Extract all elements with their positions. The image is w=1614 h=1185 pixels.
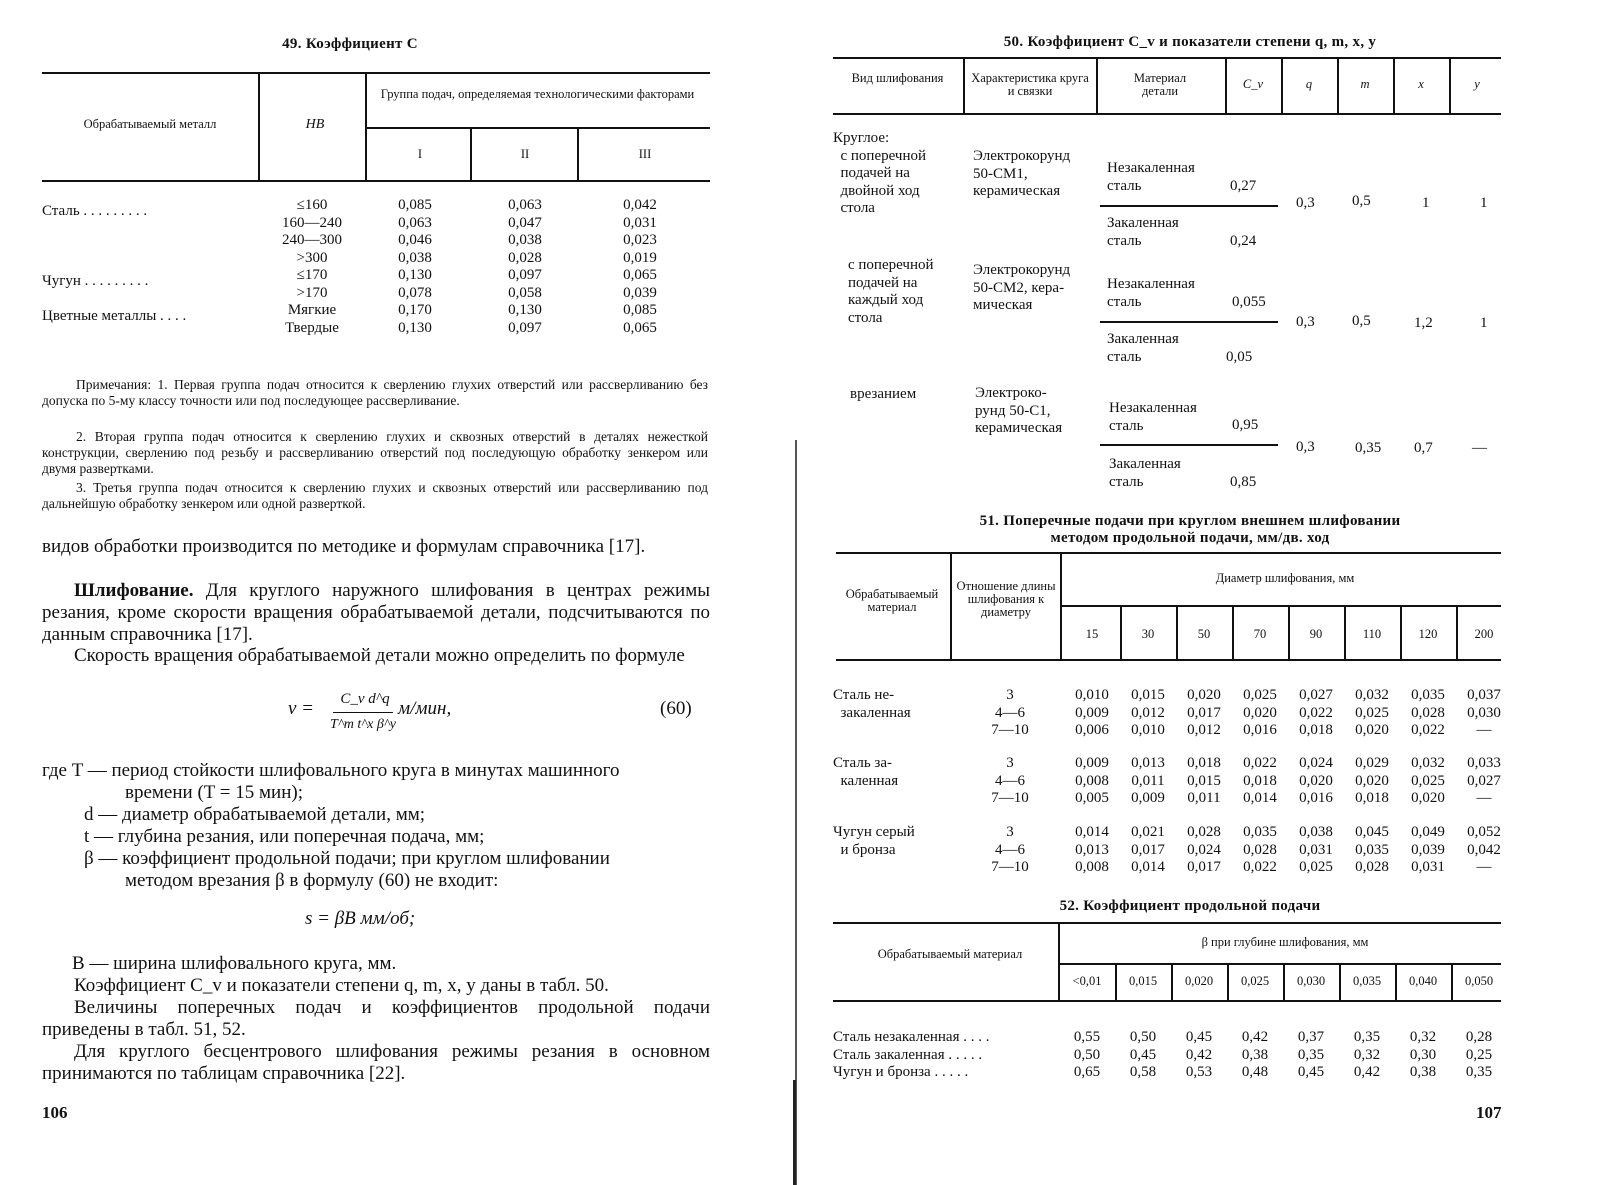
- table-51-value-column: 0,027 0,022 0,018: [1299, 687, 1333, 738]
- table-49-g3-values: 0,042 0,031 0,023 0,019 0,065 0,039 0,085 0,065: [623, 197, 657, 336]
- table-50-divider: [1393, 59, 1395, 113]
- table-50-r2-material-2: Закаленная сталь: [1107, 331, 1179, 365]
- table-51-value-column: 0,035 0,028 0,022: [1243, 824, 1277, 875]
- table-50-header-cv: C_v: [1242, 77, 1264, 91]
- table-52-divider: [1339, 965, 1341, 1000]
- table-49-header-g1: I: [417, 147, 423, 161]
- table-52-divider: [1171, 965, 1173, 1000]
- table-52-header-beta: β при глубине шлифования, мм: [1201, 935, 1369, 949]
- table-51-value-column: 0,014 0,013 0,008: [1075, 824, 1109, 875]
- where-line-5: B — ширина шлифовального круга, мм.: [72, 953, 397, 974]
- table-50-r2-x: 1,2: [1414, 315, 1433, 331]
- table-50-r1-m: 0,5: [1352, 193, 1371, 209]
- table-51-material: Сталь не- закаленная: [833, 687, 911, 721]
- table-50-header-m: m: [1360, 77, 1370, 91]
- table-50-r1-material-1: Незакаленная сталь: [1107, 160, 1195, 194]
- table-51-value-column: 0,018 0,015 0,011: [1187, 755, 1221, 806]
- table-49-divider: [470, 129, 472, 180]
- table-51-divider: [1176, 607, 1178, 659]
- table-49-g1-values: 0,085 0,063 0,046 0,038 0,130 0,078 0,170 0,130: [398, 197, 432, 336]
- table-49-title: 49. Коэффициент C: [282, 36, 418, 52]
- table-50-header-type: Вид шлифования: [851, 71, 944, 85]
- table-50-r1-q: 0,3: [1296, 195, 1315, 211]
- table-52-divider: [1115, 965, 1117, 1000]
- table-51-divider: [1120, 607, 1122, 659]
- table-51-value-column: 0,049 0,039 0,031: [1411, 824, 1445, 875]
- note-3: 3. Третья группа подач относится к сверлению глухих и сквозных отверстий или рассверливанию под дальнейшую обработку зенкером или одной разверткой.: [42, 480, 708, 511]
- gutter-line: [795, 440, 797, 1185]
- table-51-value-column: 0,021 0,017 0,014: [1131, 824, 1165, 875]
- section-text: Для круглого наружного шлифования в центрах режимы резания, кроме скорости вращения обрабатываемой детали, подсчитываются по данным справочника [17].: [42, 580, 710, 645]
- where-line-2: d — диаметр обрабатываемой детали, мм;: [84, 804, 426, 825]
- where-line-4: β — коэффициент продольной подачи; при круглом шлифовании: [84, 848, 610, 869]
- table-50-r3-split: [1100, 444, 1278, 446]
- table-52-depth-header: 0,050: [1464, 974, 1494, 988]
- table-49-header-metal: Обрабатываемый металл: [83, 117, 217, 131]
- formula-fraction-bar: [333, 712, 393, 713]
- table-52-divider: [1451, 965, 1453, 1000]
- table-50-r3-m: 0,35: [1355, 440, 1382, 456]
- table-51-header-diameter: Диаметр шлифования, мм: [1215, 571, 1355, 585]
- body-paragraph-2: [42, 580, 710, 646]
- table-50-divider: [1281, 59, 1283, 113]
- table-51-diameter-110: 110: [1362, 627, 1382, 641]
- where-line-1b: времени (T = 15 мин);: [125, 782, 303, 803]
- table-52-value-column: 0,50 0,45 0,58: [1129, 1029, 1157, 1080]
- section-heading: Шлифование.: [74, 580, 194, 601]
- table-52-depth-header: 0,040: [1408, 974, 1438, 988]
- table-49-sub-rule: [367, 127, 710, 129]
- table-51-header-material: Обрабатываемый материал: [845, 587, 939, 614]
- table-50-r2-material-1: Незакаленная сталь: [1107, 276, 1195, 310]
- table-50-r1-material-2: Закаленная сталь: [1107, 215, 1179, 249]
- table-51-ratio: 3 4—6 7—10: [991, 755, 1029, 806]
- table-51-value-column: 0,013 0,011 0,009: [1131, 755, 1165, 806]
- table-50-r3-wheel: Электроко- рунд 50-С1, керамическая: [975, 385, 1063, 436]
- formula-s: s = βB мм/об;: [305, 908, 416, 929]
- table-50-header-wheel: Характеристика круга и связки: [971, 71, 1089, 98]
- table-50-r3-y: —: [1472, 440, 1487, 456]
- where-line-3: t — глубина резания, или поперечная подача, мм;: [84, 826, 485, 847]
- body-paragraph-5: Величины поперечных подач и коэффициентов продольной подачи приведены в табл. 51, 52.: [42, 997, 710, 1040]
- table-50-r1-type: Круглое: с поперечной подачей на двойной ход стола: [833, 130, 927, 216]
- table-50-r1-y: 1: [1480, 195, 1488, 211]
- table-52-header-rule: [833, 1000, 1501, 1002]
- table-50-r2-cv-1: 0,055: [1232, 294, 1266, 310]
- body-paragraph-1: видов обработки производится по методике и формулам справочника [17].: [42, 536, 646, 557]
- table-52-depth-header: 0,025: [1240, 974, 1270, 988]
- table-51-header-ratio: Отношение длины шлифования к диаметру: [956, 579, 1056, 619]
- table-52-depth-header: 0,020: [1184, 974, 1214, 988]
- right-page: [800, 0, 1614, 1185]
- table-50-r2-q: 0,3: [1296, 314, 1315, 330]
- table-50-r3-q: 0,3: [1296, 439, 1315, 455]
- table-51-ratio: 3 4—6 7—10: [991, 824, 1029, 875]
- table-51-diameter-30: 30: [1141, 627, 1155, 641]
- table-52-value-column: 0,55 0,50 0,65: [1073, 1029, 1101, 1080]
- table-51-value-column: 0,028 0,024 0,017: [1187, 824, 1221, 875]
- table-52-depth-header: 0,035: [1352, 974, 1382, 988]
- table-52-title: 52. Коэффициент продольной подачи: [1059, 898, 1321, 914]
- gutter-shadow: [793, 1080, 796, 1185]
- table-49-g2-values: 0,063 0,047 0,038 0,028 0,097 0,058 0,130 0,097: [508, 197, 542, 336]
- table-52-divider: [1058, 924, 1060, 1000]
- table-51-diameter-15: 15: [1085, 627, 1099, 641]
- table-51-title-1: 51. Поперечные подачи при круглом внешнем шлифовании: [979, 513, 1401, 529]
- table-50-r3-type: врезанием: [850, 386, 917, 402]
- table-50-divider: [1096, 59, 1098, 113]
- table-50-r2-split: [1100, 321, 1278, 323]
- table-51-value-column: 0,020 0,017 0,012: [1187, 687, 1221, 738]
- formula-lhs: v =: [288, 698, 315, 719]
- table-50-r3-x: 0,7: [1414, 440, 1433, 456]
- where-line-4b: методом врезания β в формулу (60) не входит:: [125, 870, 499, 891]
- left-page: [0, 0, 800, 1185]
- table-51-value-column: 0,032 0,025 0,020: [1411, 755, 1445, 806]
- table-50-divider: [1225, 59, 1227, 113]
- table-51-diameter-70: 70: [1253, 627, 1267, 641]
- table-52-value-column: 0,37 0,35 0,45: [1297, 1029, 1325, 1080]
- table-49-top-rule: [42, 72, 710, 74]
- body-paragraph-6: Для круглого бесцентрового шлифования режимы резания в основном принимаются по таблицам справочника [22].: [42, 1041, 710, 1084]
- formula-number: (60): [660, 698, 692, 719]
- table-51-value-column: 0,015 0,012 0,010: [1131, 687, 1165, 738]
- table-50-header-q: q: [1305, 77, 1313, 91]
- table-49-divider: [577, 129, 579, 180]
- table-51-value-column: 0,033 0,027 —: [1467, 755, 1501, 806]
- table-51-value-column: 0,038 0,031 0,025: [1299, 824, 1333, 875]
- table-51-divider: [1400, 607, 1402, 659]
- table-52-top-rule: [833, 922, 1501, 924]
- table-51-sub-rule: [1062, 605, 1501, 607]
- table-50-r2-type: с поперечной подачей на каждый ход стола: [848, 257, 934, 326]
- table-51-value-column: 0,029 0,020 0,018: [1355, 755, 1389, 806]
- formula-unit: м/мин,: [398, 698, 452, 719]
- table-50-header-material: Материал детали: [1133, 71, 1187, 98]
- table-50-r1-split: [1100, 205, 1278, 207]
- table-51-diameter-90: 90: [1309, 627, 1323, 641]
- table-51-material: Сталь за- каленная: [833, 755, 899, 789]
- table-50-r2-wheel: Электрокорунд 50-СМ2, кера- мическая: [973, 262, 1071, 313]
- table-52-depth-header: 0,030: [1296, 974, 1326, 988]
- table-51-value-column: 0,025 0,020 0,016: [1243, 687, 1277, 738]
- table-49-header-group: Группа подач, определяемая технологическими факторами: [380, 87, 695, 101]
- table-52-depth-header: 0,015: [1128, 974, 1158, 988]
- table-52-divider: [1283, 965, 1285, 1000]
- table-50-r2-y: 1: [1480, 315, 1488, 331]
- table-50-header-x: x: [1418, 77, 1424, 91]
- table-52-divider: [1227, 965, 1229, 1000]
- table-51-title-2: методом продольной подачи, мм/дв. ход: [1050, 530, 1330, 546]
- table-51-value-column: 0,037 0,030 —: [1467, 687, 1501, 738]
- table-50-divider: [963, 59, 965, 113]
- table-50-r3-cv-1: 0,95: [1232, 417, 1259, 433]
- page-number-right: 107: [1476, 1103, 1502, 1122]
- table-51-top-rule: [836, 552, 1501, 554]
- table-51-divider: [1060, 554, 1062, 659]
- table-50-r1-cv-2: 0,24: [1230, 233, 1257, 249]
- table-51-value-column: 0,032 0,025 0,020: [1355, 687, 1389, 738]
- formula-numerator: C_v d^q: [340, 691, 390, 707]
- table-50-r3-cv-2: 0,85: [1230, 474, 1257, 490]
- table-49-divider: [258, 74, 260, 180]
- table-50-divider: [1449, 59, 1451, 113]
- table-50-r2-m: 0,5: [1352, 313, 1371, 329]
- table-51-divider: [1232, 607, 1234, 659]
- table-52-divider: [1395, 965, 1397, 1000]
- table-49-header-rule: [42, 180, 710, 182]
- table-50-title: 50. Коэффициент C_v и показатели степени q, m, x, y: [1003, 34, 1377, 50]
- table-52-row-labels: Сталь незакаленная . . . . Сталь закаленная . . . . . Чугун и бронза . . . . .: [833, 1029, 990, 1080]
- note-2: 2. Вторая группа подач относится к сверлению глухих и сквозных отверстий в деталях нежесткой конструкции, сверлению под резьбу и рассверливанию отверстий под последующую обработку зенкером или двумя развертками.: [42, 429, 708, 476]
- table-51-header-rule: [836, 659, 1501, 661]
- table-51-value-column: 0,045 0,035 0,028: [1355, 824, 1389, 875]
- table-51-value-column: 0,035 0,028 0,022: [1411, 687, 1445, 738]
- table-49-header-g2: II: [520, 147, 530, 161]
- table-51-divider: [950, 554, 952, 659]
- table-52-value-column: 0,32 0,30 0,38: [1409, 1029, 1437, 1080]
- formula-denominator: T^m t^x β^y: [330, 717, 396, 732]
- table-50-r2-cv-2: 0,05: [1226, 349, 1253, 365]
- table-52-depth-header: <0,01: [1072, 974, 1102, 988]
- table-52-value-column: 0,42 0,38 0,48: [1241, 1029, 1269, 1080]
- table-49-hb-values: ≤160 160—240 240—300 >300 ≤170 >170 Мягкие Твердые: [282, 197, 342, 336]
- table-51-divider: [1288, 607, 1290, 659]
- where-line-1: где T — период стойкости шлифовального круга в минутах машинного: [42, 760, 620, 781]
- table-51-divider: [1344, 607, 1346, 659]
- body-paragraph-3: Скорость вращения обрабатываемой детали можно определить по формуле: [74, 645, 685, 666]
- table-52-value-column: 0,35 0,32 0,42: [1353, 1029, 1381, 1080]
- table-51-value-column: 0,024 0,020 0,016: [1299, 755, 1333, 806]
- table-52-value-column: 0,45 0,42 0,53: [1185, 1029, 1213, 1080]
- table-50-r1-cv-1: 0,27: [1230, 178, 1257, 194]
- table-51-value-column: 0,022 0,018 0,014: [1243, 755, 1277, 806]
- table-50-divider: [1337, 59, 1339, 113]
- table-50-r1-wheel: Электрокорунд 50-СМ1, керамическая: [973, 148, 1071, 199]
- table-50-r3-material-2: Закаленная сталь: [1109, 456, 1181, 490]
- table-51-value-column: 0,052 0,042 —: [1467, 824, 1501, 875]
- table-50-header-rule: [833, 113, 1501, 115]
- table-52-value-column: 0,28 0,25 0,35: [1465, 1029, 1493, 1080]
- table-51-divider: [1456, 607, 1458, 659]
- table-50-r3-material-1: Незакаленная сталь: [1109, 400, 1197, 434]
- table-51-diameter-50: 50: [1197, 627, 1211, 641]
- note-1: Примечания: 1. Первая группа подач относится к сверлению глухих отверстий или рассверливанию без допуска по 5-му классу точности или под последующее рассверливание.: [42, 377, 708, 408]
- table-51-material: Чугун серый и бронза: [833, 824, 915, 858]
- table-51-diameter-200: 200: [1474, 627, 1494, 641]
- table-49-metals: Сталь . . . . . . . . . Чугун . . . . . . . . . Цветные металлы . . . .: [42, 203, 187, 324]
- table-52-sub-rule: [1060, 963, 1501, 965]
- table-51-diameter-120: 120: [1418, 627, 1438, 641]
- table-49-header-g3: III: [638, 147, 652, 161]
- table-51-ratio: 3 4—6 7—10: [991, 687, 1029, 738]
- table-50-header-y: y: [1474, 77, 1480, 91]
- table-49-header-hb: HB: [305, 117, 325, 132]
- table-51-value-column: 0,009 0,008 0,005: [1075, 755, 1109, 806]
- body-paragraph-4: Коэффициент C_v и показатели степени q, m, x, y даны в табл. 50.: [74, 975, 609, 996]
- table-50-r1-x: 1: [1422, 195, 1430, 211]
- page-number-left: 106: [42, 1103, 68, 1122]
- table-51-value-column: 0,010 0,009 0,006: [1075, 687, 1109, 738]
- table-50-top-rule: [833, 57, 1501, 59]
- table-52-header-material: Обрабатываемый материал: [877, 947, 1023, 961]
